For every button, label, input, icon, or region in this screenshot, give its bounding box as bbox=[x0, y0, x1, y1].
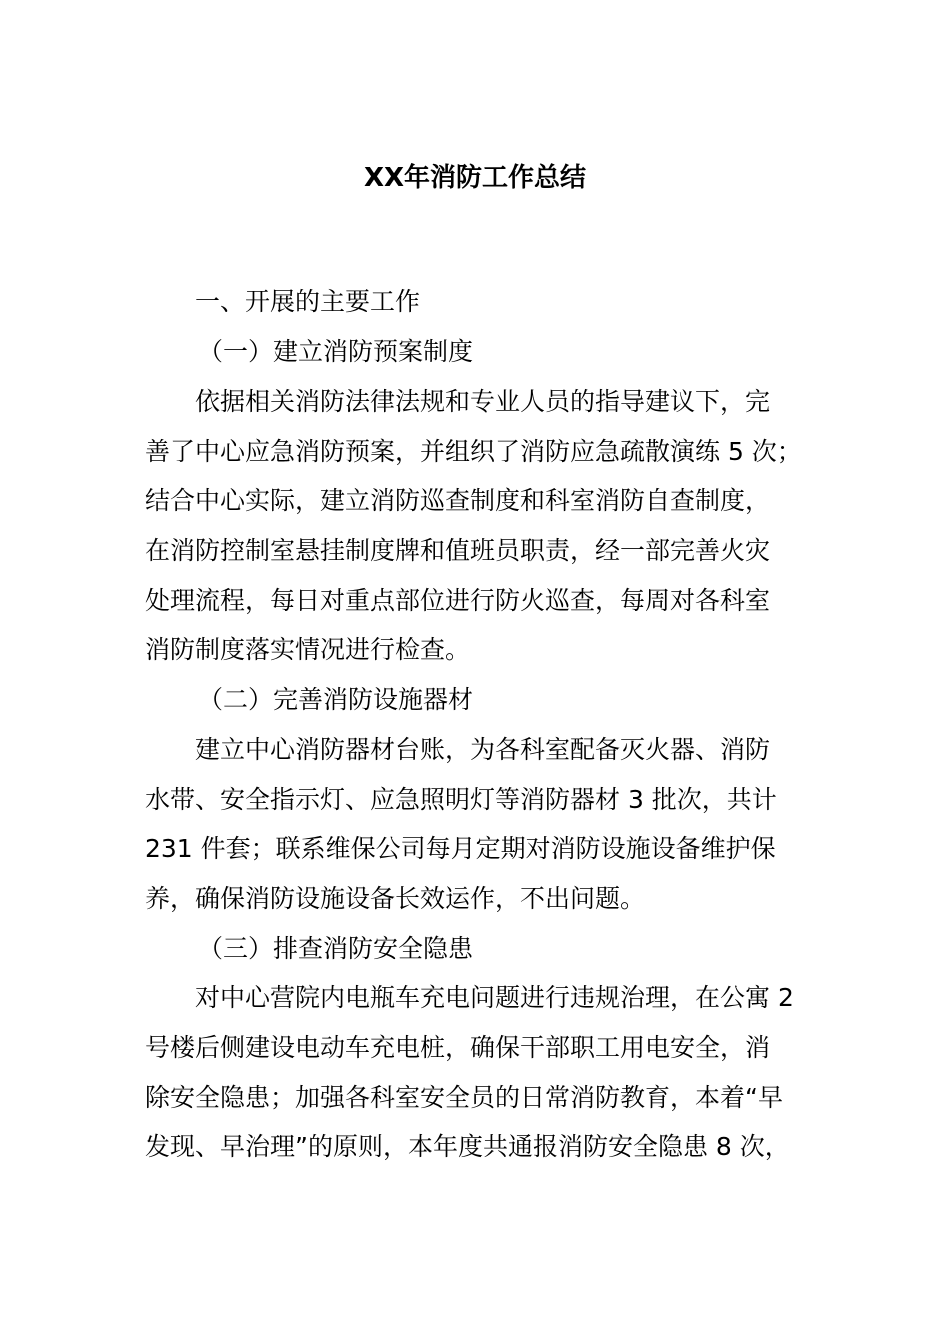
paragraph-line: 水带、安全指示灯、应急照明灯等消防器材 3 批次，共计 bbox=[145, 785, 777, 814]
paragraph-line: 结合中心实际，建立消防巡查制度和科室消防自查制度， bbox=[145, 486, 771, 515]
paragraph-line: 养，确保消防设施设备长效运作，不出问题。 bbox=[145, 884, 646, 913]
paragraph-line: 处理流程，每日对重点部位进行防火巡查，每周对各科室 bbox=[145, 586, 771, 615]
page-title: XX年消防工作总结 bbox=[363, 163, 587, 193]
paragraph-line: 建立中心消防器材台账，为各科室配备灭火器、消防 bbox=[195, 735, 771, 764]
paragraph-line: 231 件套；联系维保公司每月定期对消防设施设备维护保 bbox=[145, 834, 776, 863]
paragraph-line: 除安全隐患；加强各科室安全员的日常消防教育，本着“早 bbox=[145, 1083, 783, 1112]
paragraph-line: 依据相关消防法律法规和专业人员的指导建议下，完 bbox=[195, 387, 771, 416]
subsection-heading-2: （二）完善消防设施器材 bbox=[198, 685, 474, 714]
paragraph-line: 发现、早治理”的原则，本年度共通报消防安全隐患 8 次， bbox=[145, 1132, 790, 1161]
subsection-heading-1: （一）建立消防预案制度 bbox=[198, 337, 474, 366]
paragraph-line: 号楼后侧建设电动车充电桩，确保干部职工用电安全，消 bbox=[145, 1033, 771, 1062]
paragraph-line: 消防制度落实情况进行检查。 bbox=[145, 635, 471, 664]
paragraph-line: 善了中心应急消防预案，并组织了消防应急疏散演练 5 次； bbox=[145, 437, 802, 466]
subsection-heading-3: （三）排查消防安全隐患 bbox=[198, 934, 474, 963]
paragraph-line: 对中心营院内电瓶车充电问题进行违规治理，在公寓 2 bbox=[195, 983, 794, 1012]
paragraph-line: 在消防控制室悬挂制度牌和值班员职责，经一部完善火灾 bbox=[145, 536, 771, 565]
section-heading-main: 一、开展的主要工作 bbox=[195, 287, 421, 316]
